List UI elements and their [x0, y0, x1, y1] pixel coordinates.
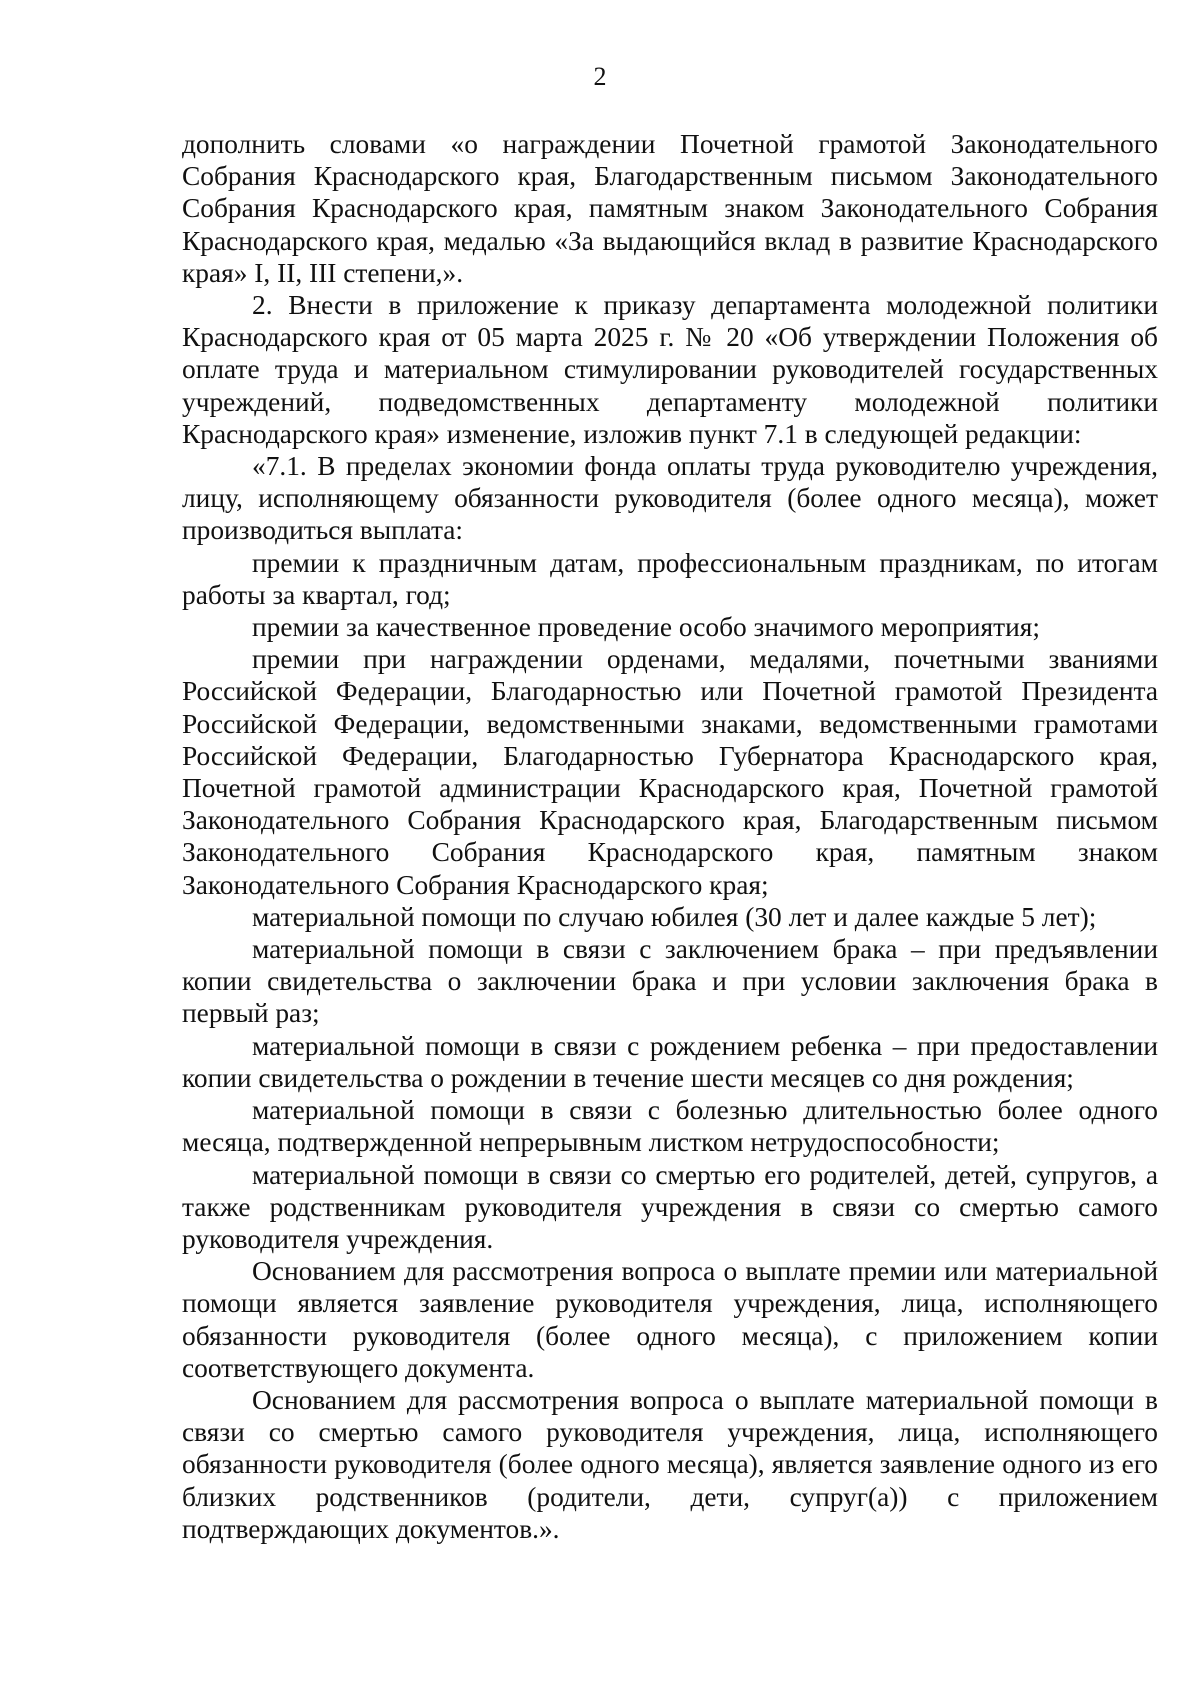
paragraph-bonus-event: премии за качественное проведение особо значимого мероприятия;: [252, 612, 1040, 643]
paragraph-amendment-continuation: дополнить словами «о награждении Почетной грамотой Законодательного Собрания Краснодарского края, Благодарственным письмом Законодательного Собрания Краснодарского края, памятным знаком Законодательного Собрания Краснодарского края, медалью «За выдающийся вклад в развитие Краснодарского края» I, II, III степени,».: [182, 129, 1158, 288]
paragraph-aid-illness: материальной помощи в связи с болезнью длительностью более одного месяца, подтвержденной непрерывным листком нетрудоспособности;: [182, 1095, 1158, 1158]
paragraph-item-2: 2. Внести в приложение к приказу департамента молодежной политики Краснодарского края от 05 марта 2025 г. № 20 «Об утверждении Положения об оплате труда и материальном стимулировании руководителей государственных учреждений, подведомственных департаменту молодежной политики Краснодарского края» изменение, изложив пункт 7.1 в следующей редакции:: [182, 290, 1158, 449]
paragraph-aid-anniversary: материальной помощи по случаю юбилея (30 лет и далее каждые 5 лет);: [252, 901, 1097, 932]
paragraph-aid-birth: материальной помощи в связи с рождением ребенка – при предоставлении копии свидетельства о рождении в течение шести месяцев со дня рождения;: [182, 1030, 1158, 1093]
page-number: 2: [593, 62, 607, 91]
paragraph-basis-death-aid: Основанием для рассмотрения вопроса о выплате материальной помощи в связи со смертью самого руководителя учреждения, лица, исполняющего обязанности руководителя (более одного месяца), является заявление одного из его близких родственников (родители, дети, супруг(а)) с приложением подтверждающих документов.».: [182, 1384, 1158, 1544]
paragraph-bonus-awards: премии при награждении орденами, медалями, почетными званиями Российской Федерации, Благодарностью или Почетной грамотой Президента Российской Федерации, ведомственными знаками, ведомственными грамотами Российской Федерации, Благодарностью Губернатора Краснодарского края, Почетной грамотой администрации Краснодарского края, Почетной грамотой Законодательного Собрания Краснодарского края, Благодарственным письмом Законодательного Собрания Краснодарского края, памятным знаком Законодательного Собрания Краснодарского края;: [182, 644, 1158, 900]
paragraph-clause-7-1: «7.1. В пределах экономии фонда оплаты труда руководителю учреждения, лицу, исполняющему обязанности руководителя (более одного месяца), может производиться выплата:: [182, 451, 1158, 546]
paragraph-aid-marriage: материальной помощи в связи с заключением брака – при предъявлении копии свидетельства о заключении брака и при условии заключения брака в первый раз;: [182, 934, 1158, 1029]
paragraph-bonus-holidays: премии к праздничным датам, профессиональным праздникам, по итогам работы за квартал, год;: [182, 547, 1158, 610]
paragraph-basis-application: Основанием для рассмотрения вопроса о выплате премии или материальной помощи является заявление руководителя учреждения, лица, исполняющего обязанности руководителя (более одного месяца), с приложением копии соответствующего документа.: [182, 1256, 1158, 1383]
paragraph-aid-death: материальной помощи в связи со смертью его родителей, детей, супругов, а также родственникам руководителя учреждения в связи со смертью самого руководителя учреждения.: [182, 1159, 1158, 1254]
document-body: [182, 128, 1158, 1545]
